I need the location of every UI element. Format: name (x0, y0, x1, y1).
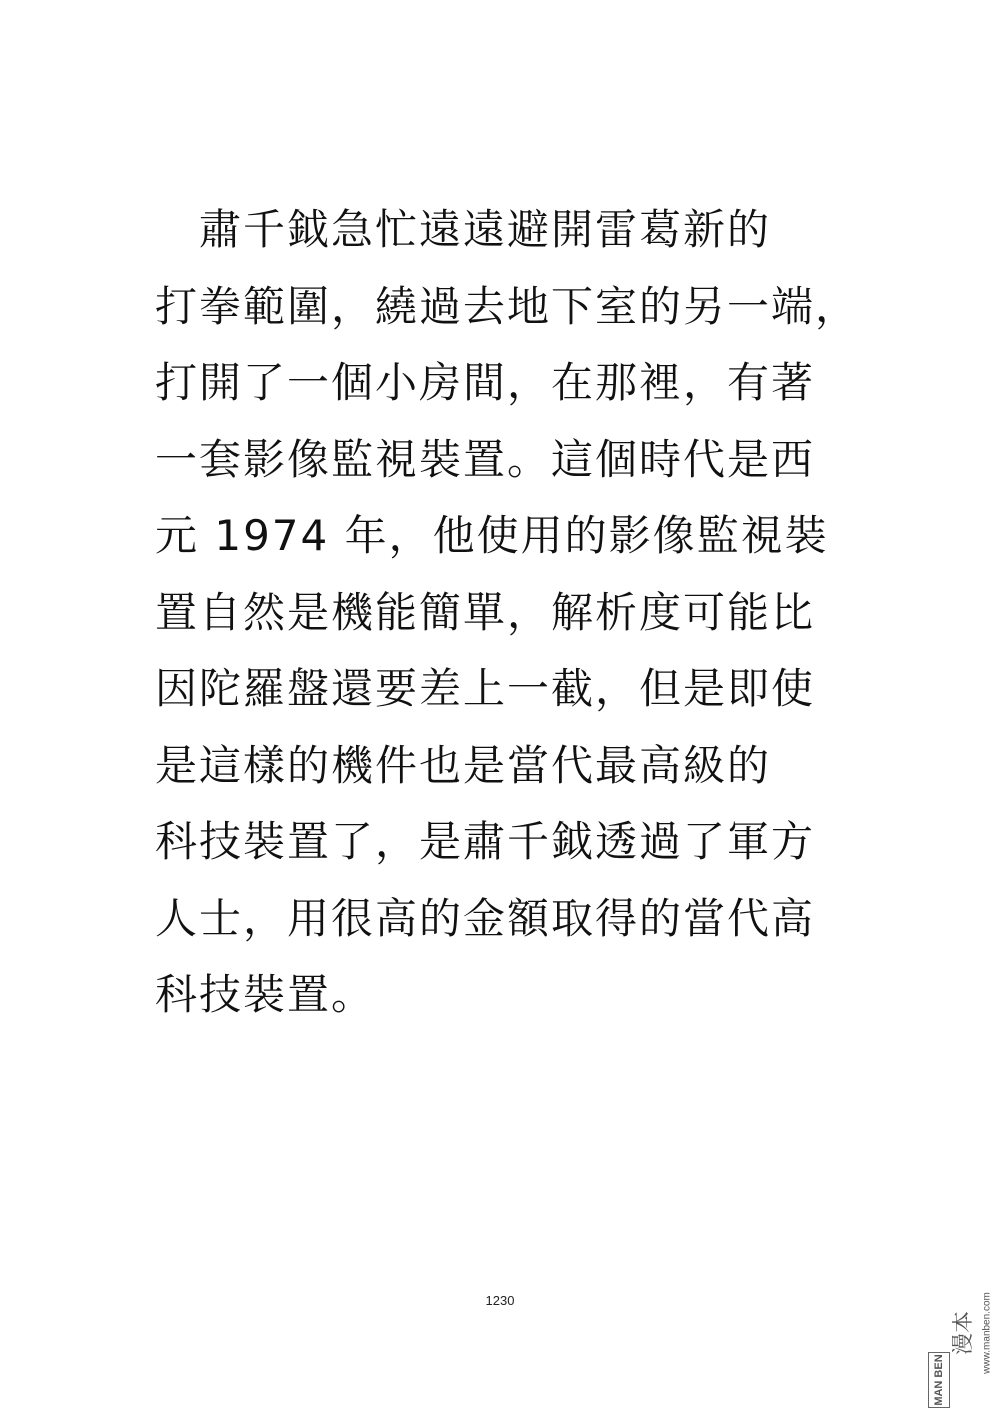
text-line: 因陀羅盤還要差上一截，但是即使 (155, 664, 816, 713)
watermark-logo (928, 1258, 994, 1408)
text-line: 人士，用很高的金額取得的當代高 (155, 893, 816, 943)
text-line: 肅千鉞急忙遠遠避開雷葛新的 (199, 205, 772, 254)
text-line: 元 1974 年，他使用的影像監視裝 (155, 511, 829, 560)
text-line: 打開了一個小房間，在那裡，有著 (155, 358, 816, 407)
page-number: 1230 (485, 1293, 515, 1308)
text-line: 科技裝置。 (155, 970, 376, 1019)
watermark-url-icon (980, 1258, 994, 1408)
watermark-box-icon (928, 1352, 950, 1408)
body-text (155, 192, 875, 1034)
text-line: 是這樣的機件也是當代最高級的 (155, 740, 772, 790)
watermark-glyph-icon (952, 1258, 976, 1408)
svg-text:MAN BEN: MAN BEN (932, 1354, 945, 1406)
text-line: 置自然是機能簡單，解析度可能比 (155, 587, 816, 637)
text-line: 科技裝置了，是肅千鉞透過了軍方 (155, 817, 816, 866)
text-line: 一套影像監視裝置。這個時代是西 (155, 434, 816, 484)
svg-text:www.manben.com: www.manben.com (981, 1292, 993, 1374)
text-line: 打拳範圍，繞過去地下室的另一端， (155, 281, 860, 331)
svg-text:漫本: 漫本 (952, 1310, 976, 1356)
